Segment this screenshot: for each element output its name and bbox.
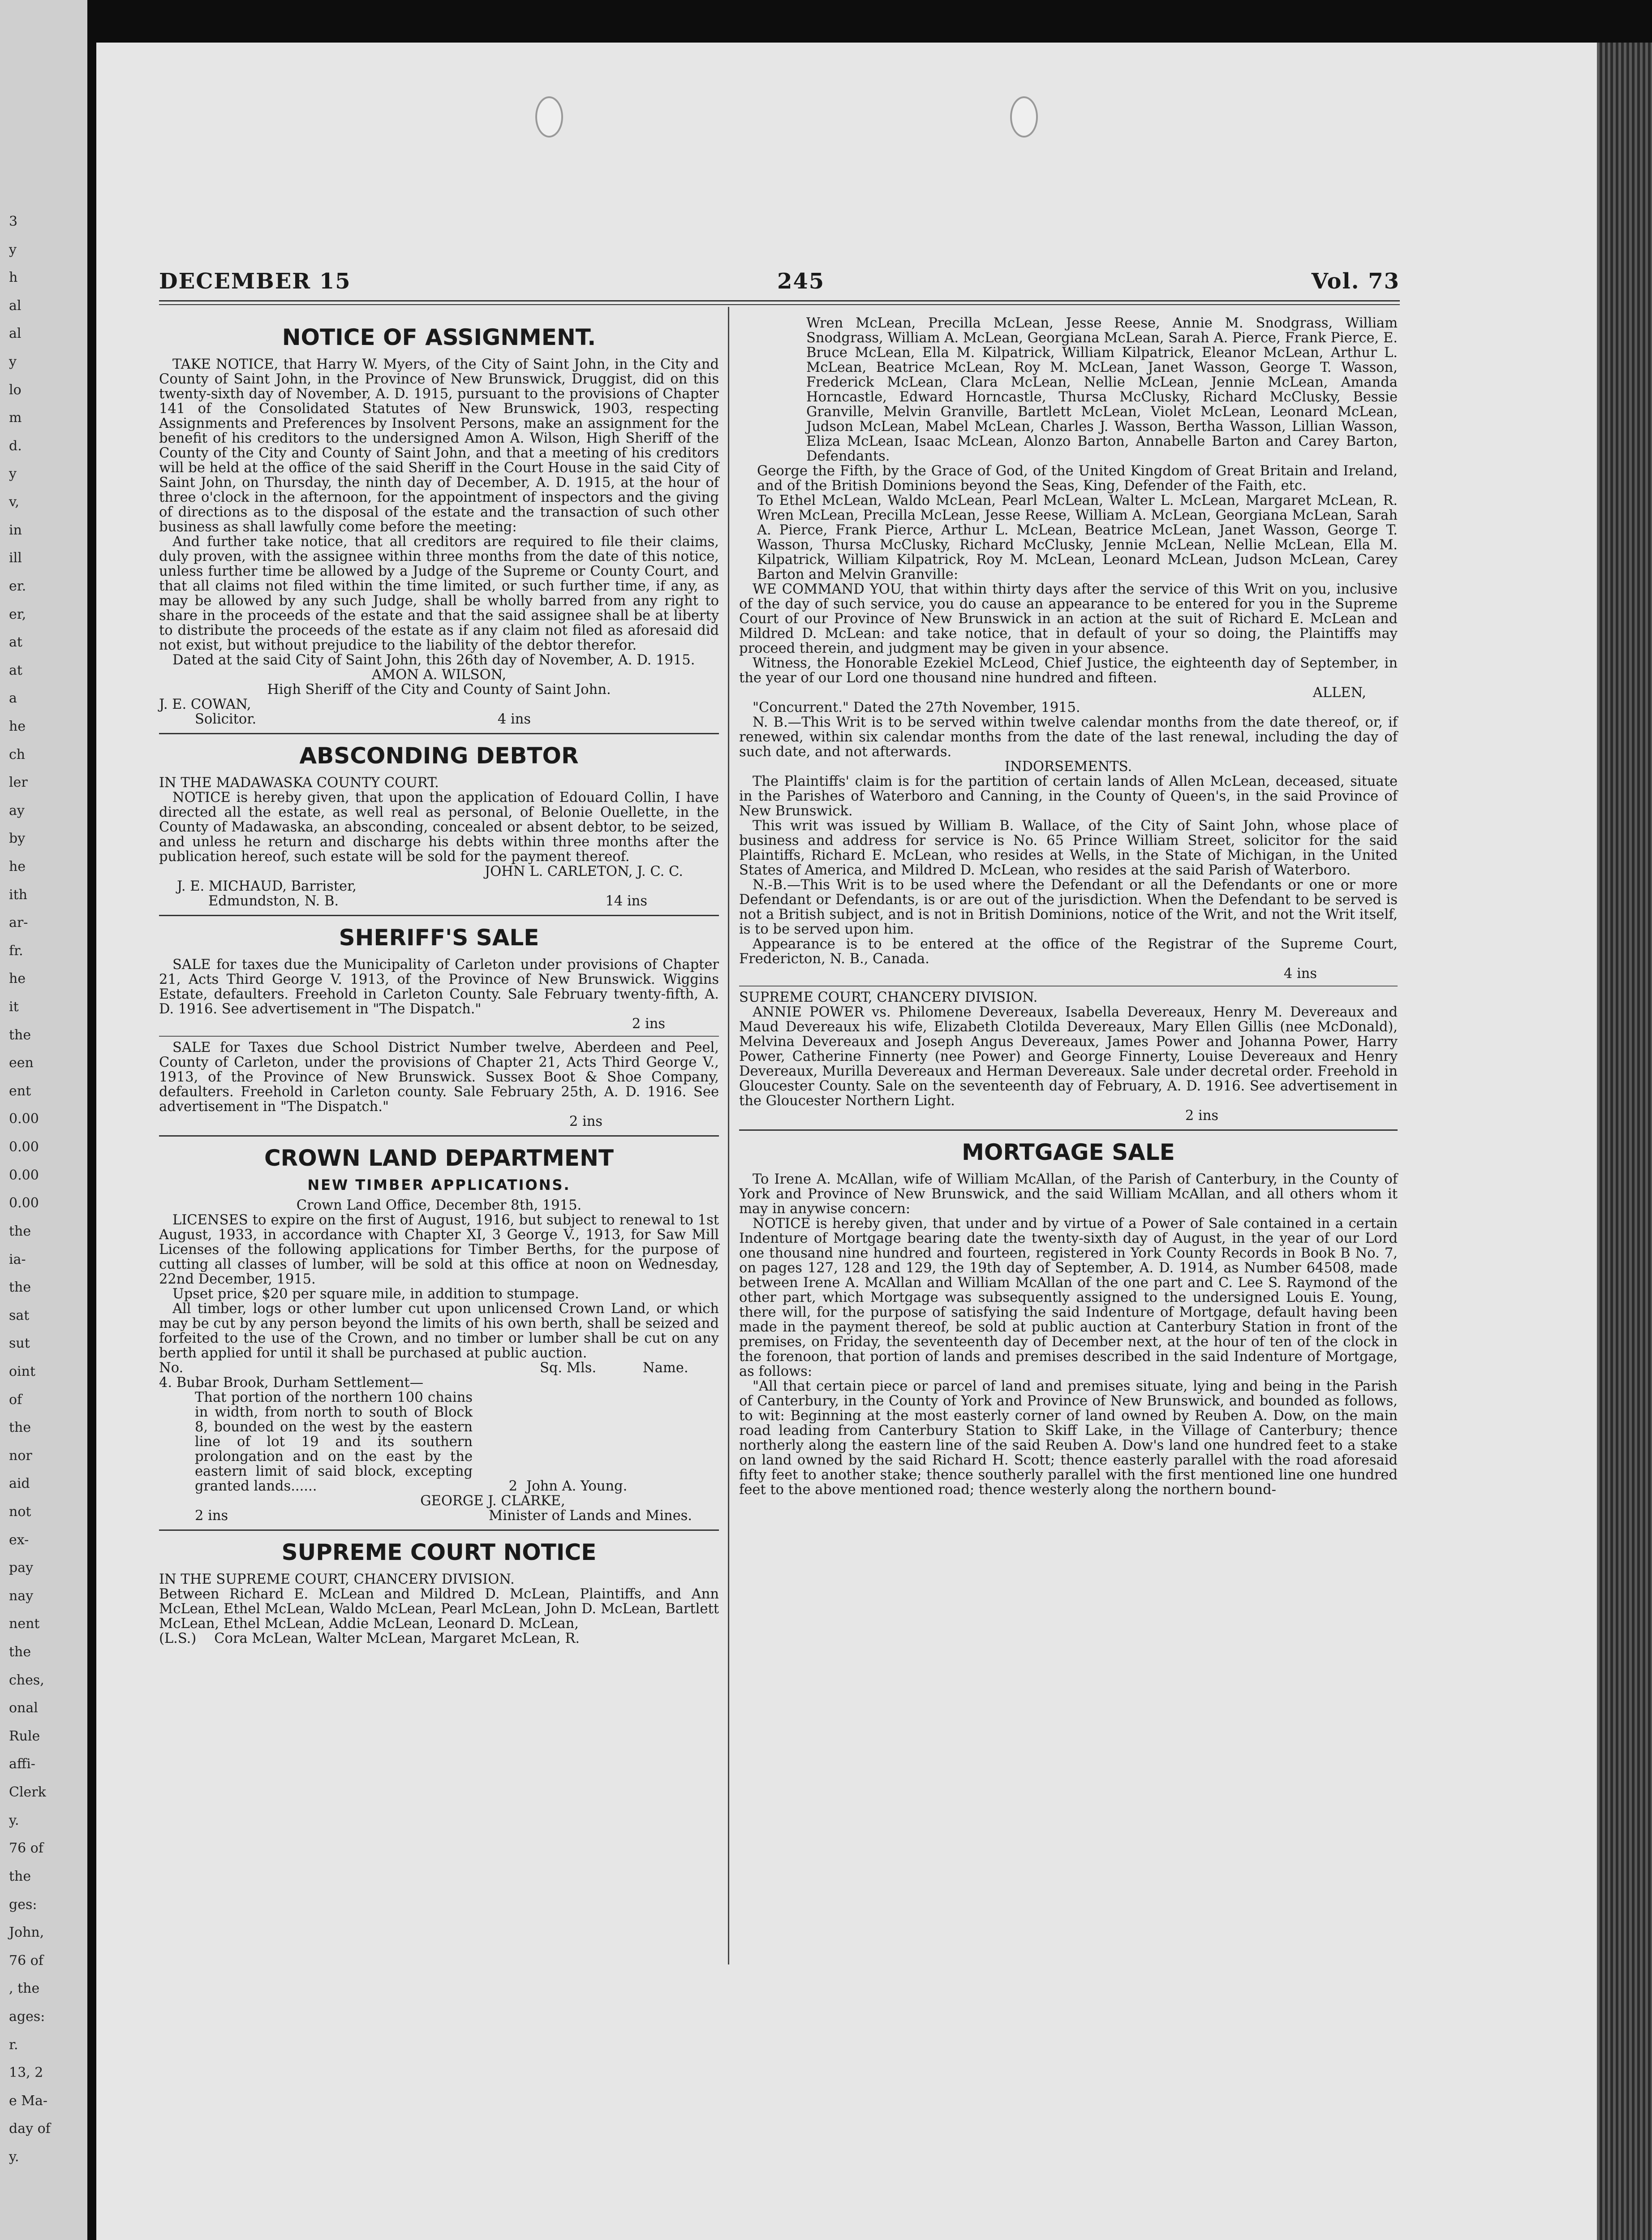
crown-office: Crown Land Office, December 8th, 1915. (296, 1198, 582, 1213)
margin-fragment: al (9, 326, 22, 341)
writ-allen: ALLEN, (1312, 685, 1366, 701)
margin-fragment: the (9, 1027, 31, 1043)
margin-fragment: ages: (9, 2009, 45, 2025)
margin-fragment: lo (9, 382, 22, 398)
margin-fragment: the (9, 1279, 31, 1295)
chancery-ins: 2 ins (1185, 1108, 1218, 1124)
margin-fragment: the (9, 1420, 31, 1435)
solicitor-title: Solicitor. (195, 711, 257, 727)
margin-fragment: by (9, 831, 26, 846)
margin-fragment: at (9, 634, 22, 650)
writ-witness: Witness, the Honorable Ezekiel McLeod, Chief Justice, the eighteenth day of September, in the year of our Lord one thousand nine hundred and fifteen. (739, 655, 1398, 686)
mortgage-land: "All that certain piece or parcel of land and premises situate, lying and being in the Parish of Canterbury, in the County of York and Province of New Brunswick, and bounded as follows, to wit: Beginning at the most easterly corner of land owned by Reuben A. Dow, on the main road leading from Canterbury Station to Skiff Lake, in the Village of Canterbury; thence northerly along the eastern line of the said Reuben A. Dow's land one hundred feet to a stake on land owned by the said Richard H. Scott; thence easterly parallel with the road aforesaid fifty feet to another stake; thence southerly parallel with the first mentioned line one hundred feet to the above mentioned road; thence westerly along the northern bound- (739, 1378, 1398, 1498)
supreme-notice-parties: Between Richard E. McLean and Mildred D. McLean, Plaintiffs, and Ann McLean, Ethel McLean, Waldo McLean, Pearl McLean, John D. McLean, Bartlett McLean, Ethel McLean, Addie McLean, Leonard D. McLean, (159, 1586, 719, 1632)
crown-upset: Upset price, $20 per square mile, in addition to stumpage. (172, 1286, 579, 1302)
margin-fragment: y (9, 354, 17, 370)
crown-entry-desc: That portion of the northern 100 chains in width, from north to south of Block 8, bounded on the west by the eastern line of lot 19 and its southern prolongation and on the east by the eastern limit of said block, excepting granted lands...... (195, 1390, 473, 1494)
section-rule (739, 1129, 1398, 1131)
margin-fragment: ar- (9, 915, 28, 930)
assignment-signer-title: High Sheriff of the City and County of Saint John. (267, 682, 611, 698)
supreme-notice-title: SUPREME COURT NOTICE (281, 1539, 597, 1565)
chancery-body: ANNIE POWER vs. Philomene Devereaux, Isabella Devereaux, Henry M. Devereaux and Maud Devereaux his wife, Elizabeth Clotilda Devereaux, Mary Ellen Gillis (nee McDonald), Melvina Devereaux and Joseph Angus Devereaux, James Power and Johanna Power, Harry Power, Catherine Finnerty (nee Power) and George Finnerty, Louise Devereaux and Henry Devereaux, Murilla Devereaux and Herman Devereaux. Sale under decretal order. Freehold in Gloucester County. Sale on the seventeenth day of February, A. D. 1916. See advertisement in the Gloucester Northern Light. (739, 1004, 1398, 1109)
margin-fragment: v, (9, 494, 19, 510)
margin-fragment: pay (9, 1560, 34, 1576)
section-rule (159, 1135, 719, 1137)
sheriff-title: SHERIFF'S SALE (339, 925, 539, 951)
supreme-notice-parties-end: Cora McLean, Walter McLean, Margaret McLean, R. (214, 1631, 580, 1646)
margin-fragment: sat (9, 1308, 30, 1323)
writ-nb1: N. B.—This Writ is to be served within twelve calendar months from the date thereof, or, if renewed, within six calendar months from the date of the last renewal, including the day of such date, and not afterwards. (739, 715, 1398, 760)
margin-fragment: y (9, 466, 17, 482)
margin-fragment: ch (9, 747, 26, 762)
margin-fragment: 0.00 (9, 1167, 39, 1183)
margin-fragment: een (9, 1055, 34, 1071)
margin-fragment: , the (9, 1981, 40, 1996)
margin-fragment: h (9, 270, 18, 285)
margin-fragment: onal (9, 1700, 38, 1716)
margin-fragment: day of (9, 2121, 51, 2137)
margin-fragment: in (9, 522, 22, 538)
margin-fragment: m (9, 410, 22, 426)
header-date: DECEMBER 15 (159, 269, 351, 294)
writ-indorsements: INDORSEMENTS. (1004, 759, 1132, 775)
margin-fragment: ia- (9, 1252, 26, 1267)
chancery-court: SUPREME COURT, CHANCERY DIVISION. (739, 990, 1038, 1005)
sheriff-item-2: SALE for Taxes due School District Number twelve, Aberdeen and Peel, County of Carleton, under the provisions of Chapter 21, Acts Third George V., 1913, of the Province of New Brunswick. Sussex Boot & Shoe Company, defaulters. Freehold in Carleton county. Sale February 25th, A. D. 1916. See advertisement in "The Dispatch." (159, 1040, 719, 1115)
margin-fragment: he (9, 971, 26, 986)
margin-fragment: at (9, 663, 22, 678)
crown-signer: GEORGE J. CLARKE, (420, 1493, 565, 1509)
margin-fragment: John, (9, 1925, 44, 1940)
margin-fragment: y (9, 242, 17, 258)
newspaper-page (96, 43, 1597, 2240)
margin-fragment: d. (9, 438, 22, 454)
margin-fragment: he (9, 859, 26, 874)
column-divider (728, 307, 729, 1964)
assignment-title: NOTICE OF ASSIGNMENT. (282, 324, 596, 350)
writ-claim: The Plaintiffs' claim is for the partition of certain lands of Allen McLean, deceased, situate in the Parishes of Waterboro and Canning, in the County of Queen's, in the said Province of New Brunswick. (739, 774, 1398, 819)
left-column (159, 316, 719, 1646)
writ-issued: This writ was issued by William B. Wallace, of the City of Saint John, whose place of business and address for service is No. 65 Prince William Street, solicitor for the said Plaintiffs, Richard E. McLean, who resides at Wells, in the State of Michigan, in the United States of America, and Mildred D. McLean, who resides at the said Parish of Waterboro. (739, 818, 1398, 878)
seal-ls: (L.S.) (159, 1631, 197, 1646)
margin-fragment: ges: (9, 1897, 37, 1913)
crown-entry-row (159, 1390, 719, 1494)
crown-title: CROWN LAND DEPARTMENT (264, 1145, 614, 1171)
mortgage-notice: NOTICE is hereby given, that under and by virtue of a Power of Sale contained in a certain Indenture of Mortgage bearing date the twenty-sixth day of August, in the year of our Lord one thousand nine hundred and fourteen, registered in York County Records in Book B No. 7, on pages 127, 128 and 129, the 19th day of September, A. D. 1914, as Number 64508, made between Irene A. McAllan and William McAllan of the one part and C. Lee S. Raymond of the other part, which Mortgage was subsequently assigned to the undersigned Louis E. Young, there will, for the purpose of satisfying the said Indenture of Mortgage, default having been made in the payment thereof, be sold at public auction at Canterbury Station in front of the premises, on Friday, the seventeenth day of December next, at the hour of ten of the clock in the forenoon, that portion of lands and premises described in the said Indenture of Mortgage, as follows: (739, 1216, 1398, 1379)
margin-fragment: a (9, 690, 17, 706)
sheriff-item-1: SALE for taxes due the Municipality of Carleton under provisions of Chapter 21, Acts Third George V. 1913, of the Province of New Brunswick. Wiggins Estate, defaulters. Freehold in Carleton County. Sale February twenty-fifth, A. D. 1916. See advertisement in "The Dispatch." (159, 957, 719, 1017)
margin-fragment: ler (9, 775, 28, 790)
crown-subtitle: NEW TIMBER APPLICATIONS. (307, 1176, 571, 1193)
margin-fragment: Rule (9, 1728, 40, 1744)
margin-fragment: er, (9, 607, 26, 622)
crown-col-name: Name. (643, 1360, 688, 1376)
assignment-body-2: And further take notice, that all creditors are required to file their claims, duly proven, with the assignee within three months from the date of this notice, unless further time be allowed by a Judge of the Supreme or County Court, and that all claims not filed within the time limited, or such further time, if any, as may be allowed by any such Judge, shall be wholly barred from any right to share in the proceeds of the estate and that the said assignee shall be at liberty to distribute the proceeds of the estate as if any claim not filed as aforesaid did not exist, but without prejudice to the liability of the debtor therefor. (159, 534, 719, 653)
margin-fragment: r. (9, 2037, 18, 2053)
margin-fragment: the (9, 1869, 31, 1884)
solicitor-name: J. E. COWAN, (159, 697, 251, 712)
page-number: 245 (777, 269, 825, 294)
margin-fragment: fr. (9, 943, 23, 959)
absconding-place: Edmundston, N. B. (208, 893, 339, 909)
margin-fragment: y. (9, 1813, 19, 1828)
assignment-body: TAKE NOTICE, that Harry W. Myers, of the City of Saint John, in the City and County of Saint John, in the Province of New Brunswick, Druggist, did on this twenty-sixth day of November, A. D. 1915, pursuant to the provisions of Chapter 141 of the Consolidated Statutes of New Brunswick, 1903, respecting Assignments and Preferences by Insolvent Persons, make an assignment for the benefit of his creditors to the undersigned Amon A. Wilson, High Sheriff of the County of the City and County of Saint John, and that a meeting of his creditors will be held at the office of the said Sheriff in the Court House in the said City of Saint John, on Thursday, the ninth day of December, A. D. 1915, at the hour of three o'clock in the afternoon, for the appointment of inspectors and the giving of directions as to the disposal of the estate and the transaction of such other business as shall lawfully come before the meeting: (159, 357, 719, 535)
right-column (739, 316, 1398, 1497)
crown-signer-title: Minister of Lands and Mines. (489, 1508, 692, 1524)
writ-to: To Ethel McLean, Waldo McLean, Pearl McLean, Walter L. McLean, Margaret McLean, R. Wren McLean, Precilla McLean, Jesse Reese, William A. McLean, Georgiana McLean, Sarah A. Pierce, Frank Pierce, Arthur L. McLean, Beatrice McLean, Janet Wasson, George T. Wasson, Thursa McClusky, Richard McClusky, Jennie McLean, Nellie McLean, Ella M. Kilpatrick, William Kilpatrick, Roy M. McLean, Leonard McLean, Judson McLean, Carey Barton and Melvin Granville: (757, 493, 1398, 582)
margin-fragment: ay (9, 803, 25, 818)
margin-fragment: it (9, 999, 19, 1015)
crown-col-no: No. (159, 1360, 184, 1376)
supreme-notice-court: IN THE SUPREME COURT, CHANCERY DIVISION. (159, 1572, 515, 1587)
section-rule (159, 1529, 719, 1531)
margin-fragment: not (9, 1504, 31, 1520)
crown-timber: All timber, logs or other lumber cut upon unlicensed Crown Land, or which may be cut by any person beyond the limits of his own berth, shall be seized and forfeited to the use of the Crown, and no timber or lumber shall be cut on any berth applied for until it shall be purchased at public auction. (159, 1301, 719, 1361)
crown-entry-sq: 2 (508, 1478, 517, 1494)
adjacent-page-sliver (0, 0, 87, 2240)
margin-fragment: of (9, 1392, 22, 1408)
margin-fragment: affi- (9, 1756, 35, 1772)
absconding-title: ABSCONDING DEBTOR (299, 743, 579, 769)
margin-fragment: aid (9, 1476, 30, 1491)
assignment-signer: AMON A. WILSON, (371, 667, 507, 683)
margin-fragment: ex- (9, 1532, 29, 1548)
margin-fragment: the (9, 1644, 31, 1660)
margin-fragment: al (9, 298, 22, 314)
margin-fragment: ches, (9, 1672, 44, 1688)
section-rule (159, 733, 719, 734)
absconding-court: IN THE MADAWASKA COUNTY COURT. (159, 775, 439, 791)
mortgage-title: MORTGAGE SALE (962, 1139, 1175, 1165)
margin-fragment: nay (9, 1588, 34, 1604)
section-rule (159, 915, 719, 916)
writ-appearance: Appearance is to be entered at the office of the Registrar of the Supreme Court, Fredericton, N. B., Canada. (739, 936, 1398, 967)
margin-fragment: ith (9, 887, 27, 903)
margin-fragment: ent (9, 1083, 31, 1099)
absconding-judge: JOHN L. CARLETON, J. C. C. (484, 864, 683, 879)
sheriff-item-2-ins: 2 ins (569, 1114, 602, 1129)
crown-entry: 4. Bubar Brook, Durham Settlement— (159, 1375, 424, 1391)
absconding-ins: 14 ins (605, 893, 647, 909)
writ-concurrent: "Concurrent." Dated the 27th November, 1915. (753, 700, 1080, 715)
assignment-ins: 4 ins (497, 711, 531, 727)
margin-fragment: 76 of (9, 1840, 43, 1856)
page-edges (1597, 43, 1652, 2240)
absconding-barrister: J. E. MICHAUD, Barrister, (177, 879, 357, 894)
margin-fragment: oint (9, 1364, 36, 1379)
margin-fragment: nent (9, 1616, 40, 1632)
writ-command: WE COMMAND YOU, that within thirty days after the service of this Writ on you, inclusive of the day of such service, you do cause an appearance to be entered for you in the Supreme Court of our Province of New Brunswick in an action at the suit of Richard E. McLean and Mildred D. McLean: and take notice, that in default of your so doing, the Plaintiffs may proceed therein, and judgment may be given in your absence. (739, 582, 1398, 656)
writ-names: Wren McLean, Precilla McLean, Jesse Reese, Annie M. Snodgrass, William Snodgrass, William A. McLean, Georgiana McLean, Sarah A. Pierce, Frank Pierce, E. Bruce McLean, Ella M. Kilpatrick, William Kilpatrick, Eleanor McLean, Arthur L. McLean, Beatrice McLean, Roy M. McLean, Janet Wasson, George T. Wasson, Frederick McLean, Clara McLean, Nellie McLean, Jennie McLean, Amanda Horncastle, Edward Horncastle, Thursa McClusky, Richard McClusky, Bessie Granville, Melvin Granville, Bartlett McLean, Violet McLean, Leonard McLean, Judson McLean, Mabel McLean, Charles J. Wasson, Bertha Wasson, Lillian Wasson, Eliza McLean, Isaac McLean, Alonzo Barton, Annabelle Barton and Carey Barton, Defendants. (806, 315, 1398, 464)
punch-hole (1010, 96, 1038, 138)
margin-fragment: he (9, 719, 26, 734)
writ-ins: 4 ins (1283, 966, 1317, 982)
margin-fragment: nor (9, 1448, 32, 1464)
margin-fragment: e Ma- (9, 2093, 48, 2109)
punch-hole (535, 96, 563, 138)
crown-ins: 2 ins (195, 1508, 228, 1524)
margin-fragment: 0.00 (9, 1195, 39, 1211)
crown-entry-name: John A. Young. (526, 1478, 628, 1494)
absconding-body: NOTICE is hereby given, that upon the application of Edouard Collin, I have directed all the estate, as well real as personal, of Belonie Ouellette, in the County of Madawaska, an absconding, concealed or absent debtor, to be seized, and unless he return and discharge his debts within three months after the publication hereof, such estate will be sold for the payment thereof. (159, 790, 719, 865)
header-rule (159, 300, 1400, 305)
margin-fragment: ill (9, 550, 22, 566)
mortgage-to: To Irene A. McAllan, wife of William McAllan, of the Parish of Canterbury, in the County of York and Province of New Brunswick, and the said William McAllan, and all others whom it may in anywise concern: (739, 1172, 1398, 1217)
margin-fragment: sut (9, 1335, 30, 1351)
assignment-dated: Dated at the said City of Saint John, this 26th day of November, A. D. 1915. (172, 652, 695, 668)
writ-george: George the Fifth, by the Grace of God, of the United Kingdom of Great Britain and Ireland, and of the British Dominions beyond the Seas, King, Defender of the Faith, etc. (757, 463, 1398, 494)
margin-fragment: 13, 2 (9, 2065, 43, 2081)
crown-table-header (159, 1361, 719, 1375)
margin-fragment: y. (9, 2149, 19, 2165)
margin-fragment: 0.00 (9, 1111, 39, 1127)
volume-label: Vol. 73 (1311, 269, 1400, 294)
crown-body: LICENSES to expire on the first of August, 1916, but subject to renewal to 1st August, 1933, in accordance with Chapter XI, 3 George V., 1913, for Saw Mill Licenses of the following applications for Timber Berths, for the purpose of cutting all classes of lumber, will be sold at this office at noon on Wednesday, 22nd December, 1915. (159, 1212, 719, 1287)
margin-fragment: 0.00 (9, 1139, 39, 1155)
sheriff-item-1-ins: 2 ins (632, 1016, 665, 1032)
margin-fragment: 3 (9, 214, 18, 229)
crown-col-sq: Sq. Mls. (540, 1360, 597, 1376)
margin-fragment: Clerk (9, 1784, 46, 1800)
margin-fragment: er. (9, 578, 26, 594)
margin-fragment: 76 of (9, 1953, 43, 1969)
writ-nb2: N.-B.—This Writ is to be used where the Defendant or all the Defendants or one or more Defendant or Defendants, is or are out of the jurisdiction. When the Defendant to be served is not a British subject, and is not in British Dominions, notice of the Writ, and not the Writ itself, is to be served upon him. (739, 877, 1398, 937)
item-rule (159, 1036, 719, 1037)
margin-fragment: the (9, 1223, 31, 1239)
